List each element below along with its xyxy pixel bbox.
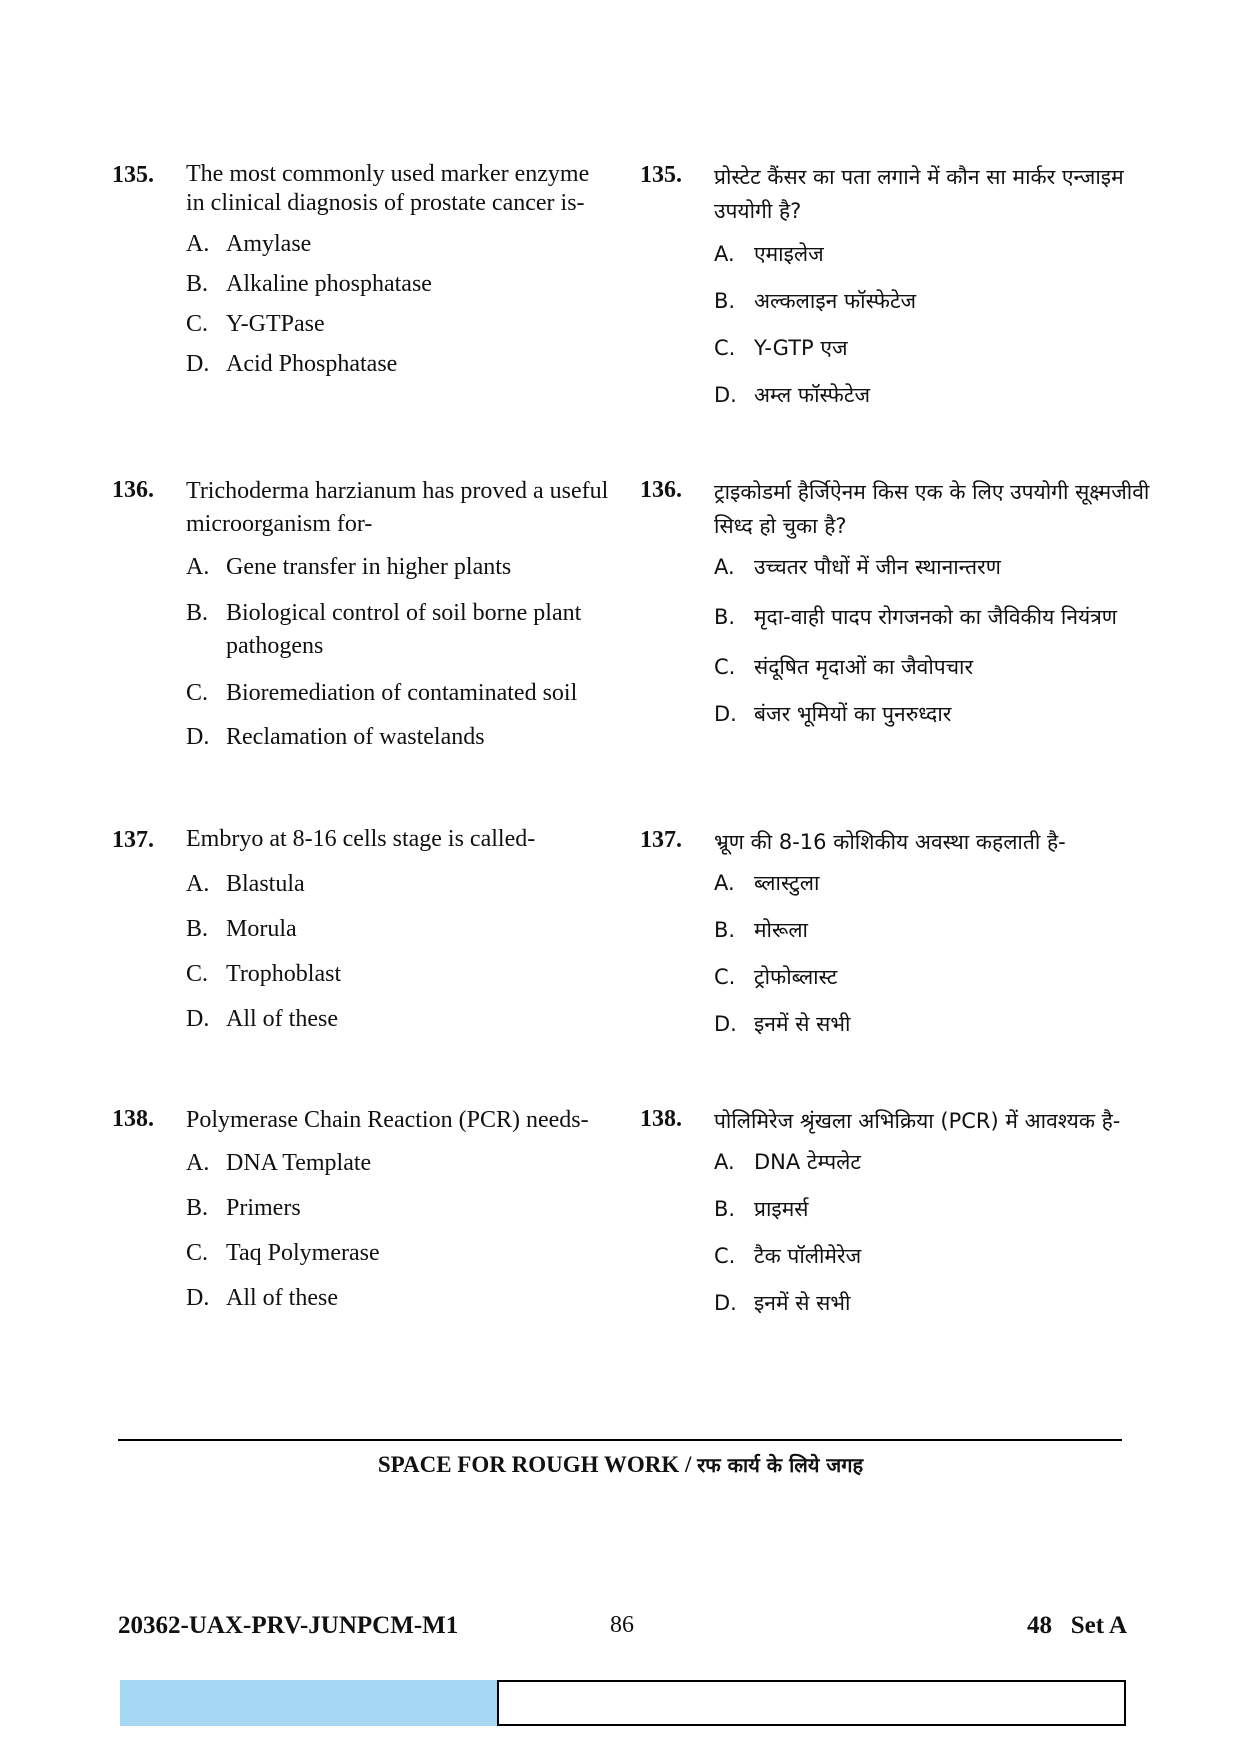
question-text: The most commonly used marker enzyme in clinical diagnosis of prostate cancer is- <box>186 161 590 216</box>
option-b: B. मृदा-वाही पादप रोगजनको का जैविकीय नियंत्रण <box>714 605 1117 629</box>
option-d: D. इनमें से सभी <box>714 1291 851 1315</box>
option-d: D. All of these <box>186 1285 338 1311</box>
option-b: B. Biological control of soil borne plant pathogens <box>186 600 582 659</box>
footer-box <box>497 1680 1126 1726</box>
question-136-en <box>112 475 612 751</box>
option-d: D. Acid Phosphatase <box>186 351 398 377</box>
question-text: प्रोस्टेट कैंसर का पता लगाने में कौन सा मार्कर एन्जाइम उपयोगी है? <box>714 165 1124 223</box>
option-d: D. इनमें से सभी <box>714 1012 851 1036</box>
option-c: C. Taq Polymerase <box>186 1240 380 1266</box>
option-b: B. मोरूला <box>714 918 808 942</box>
option-a: A. उच्चतर पौधों में जीन स्थानान्तरण <box>714 555 1001 579</box>
question-number: 137. <box>640 827 682 853</box>
option-d: D. बंजर भूमियों का पुनरुध्दार <box>714 702 952 726</box>
option-d: D. Reclamation of wastelands <box>186 724 485 750</box>
question-text: ट्राइकोडर्मा हैर्जिऐनम किस एक के लिए उपयोगी सूक्ष्मजीवी सिध्द हो चुका है? <box>714 480 1150 538</box>
option-d: D. All of these <box>186 1006 338 1032</box>
option-a: A. Gene transfer in higher plants <box>186 554 512 580</box>
option-d: D. अम्ल फॉस्फेटेज <box>714 383 871 407</box>
option-b: B. अल्कलाइन फॉस्फेटेज <box>714 289 917 313</box>
footer-color-band <box>120 1680 497 1726</box>
option-a: A. Blastula <box>186 871 305 897</box>
paper-code: 20362-UAX-PRV-JUNPCM-M1 <box>118 1612 459 1639</box>
option-b: B. Alkaline phosphatase <box>186 271 432 297</box>
page-number: 86 <box>610 1612 634 1638</box>
option-c: C. संदूषित मृदाओं का जैवोपचार <box>714 655 974 679</box>
option-b: B. प्राइमर्स <box>714 1197 809 1221</box>
option-a: A. DNA Template <box>186 1150 372 1176</box>
question-135-en <box>112 160 612 378</box>
option-c: C. टैक पॉलीमेरेज <box>714 1244 862 1268</box>
option-b: B. Morula <box>186 916 297 942</box>
option-a: A. एमाइलेज <box>714 242 824 266</box>
question-text: Embryo at 8-16 cells stage is called- <box>186 826 536 852</box>
rough-work-label-en: SPACE FOR ROUGH WORK / <box>377 1452 692 1477</box>
question-text: Trichoderma harzianum has proved a useful microorganism for- <box>186 478 609 537</box>
question-number: 135. <box>112 162 154 188</box>
question-number: 135. <box>640 162 682 188</box>
set-label: 48 Set A <box>1027 1612 1127 1639</box>
option-c: C. Y-GTPase <box>186 311 325 337</box>
question-text: भ्रूण की 8-16 कोशिकीय अवस्था कहलाती है- <box>714 830 1066 854</box>
question-138-en <box>112 1104 612 1312</box>
rough-work-heading <box>0 1450 1241 1480</box>
option-c: C. Y-GTP एज <box>714 336 848 360</box>
option-c: C. ट्रोफोब्लास्ट <box>714 965 838 989</box>
question-136-hi <box>640 475 1160 728</box>
rough-work-divider <box>118 1439 1122 1441</box>
question-number: 136. <box>112 477 154 503</box>
question-137-hi <box>640 825 1160 1038</box>
rough-work-label-hi: रफ कार्य के लिये जगह <box>697 1453 864 1477</box>
option-b: B. Primers <box>186 1195 301 1221</box>
option-a: A. DNA टेम्पलेट <box>714 1150 861 1174</box>
question-number: 138. <box>112 1106 154 1132</box>
question-text: पोलिमिरेज श्रृंखला अभिक्रिया (PCR) में आवश्यक है- <box>714 1109 1121 1133</box>
option-c: C. Bioremediation of contaminated soil <box>186 680 578 706</box>
question-number: 138. <box>640 1106 682 1132</box>
question-138-hi <box>640 1104 1160 1317</box>
question-135-hi <box>640 160 1160 409</box>
question-text: Polymerase Chain Reaction (PCR) needs- <box>186 1107 589 1133</box>
option-a: A. ब्लास्टुला <box>714 871 820 895</box>
option-c: C. Trophoblast <box>186 961 342 987</box>
question-number: 137. <box>112 827 154 853</box>
option-a: A. Amylase <box>186 231 312 257</box>
question-137-en <box>112 825 612 1033</box>
question-number: 136. <box>640 477 682 503</box>
